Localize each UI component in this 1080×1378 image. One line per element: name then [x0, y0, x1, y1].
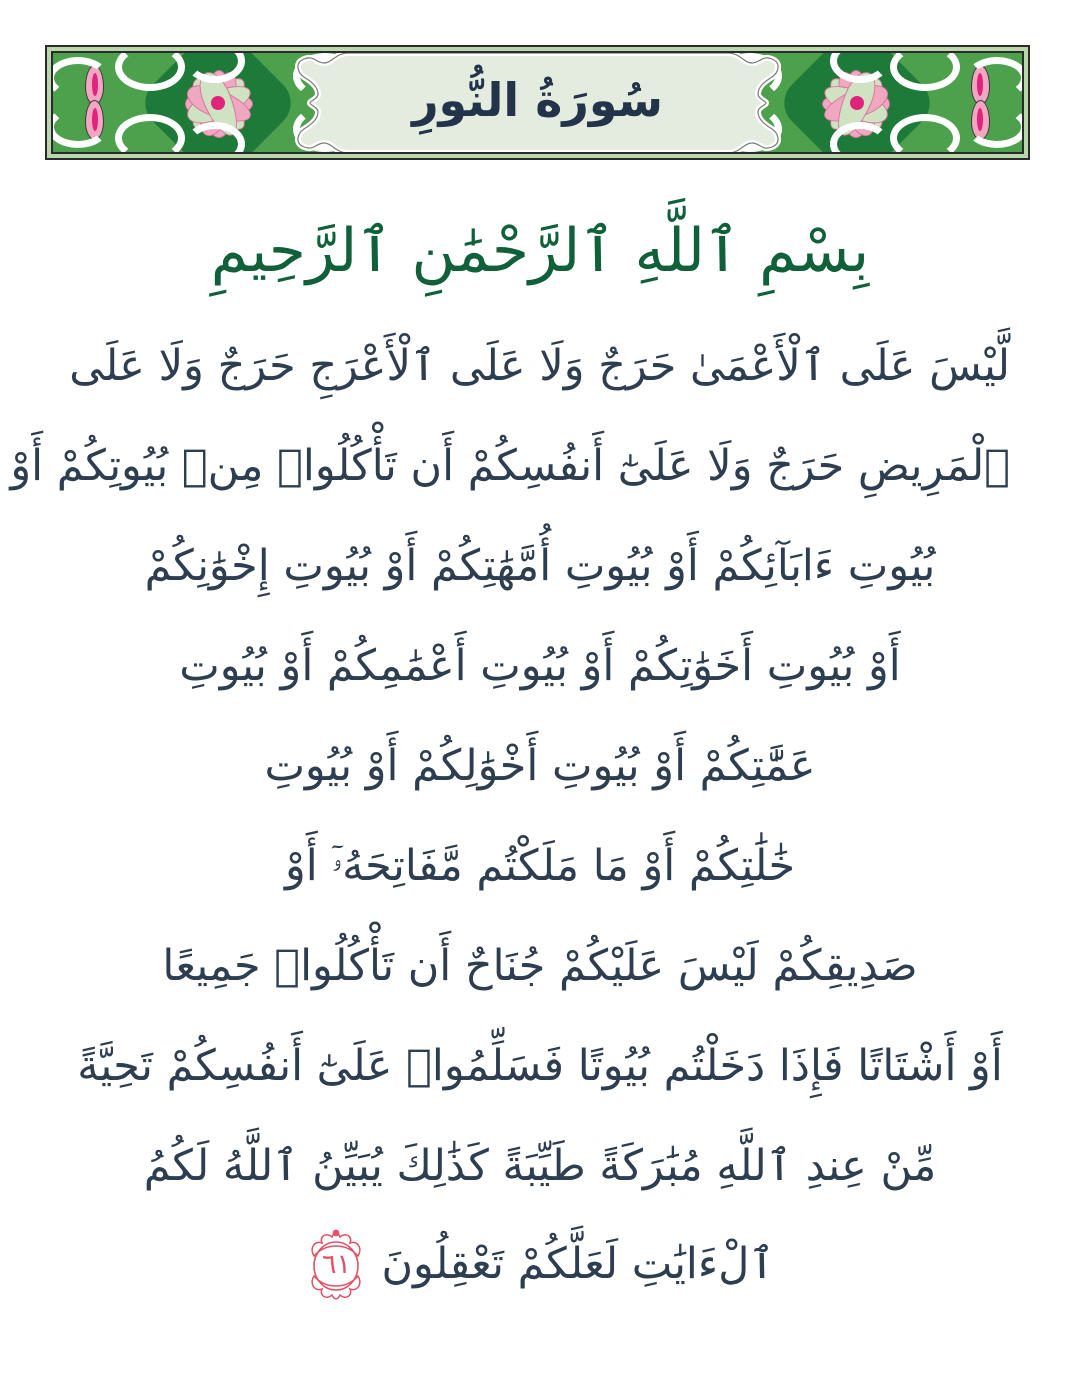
vine-scroll-icon	[890, 114, 960, 152]
ayah-line: ٱلْمَرِيضِ حَرَجٌ وَلَا عَلَىٰٓ أَنفُسِكُمْ أَن تَأْكُلُوا۟ مِنۢ بُيُوتِكُمْ أَوْ	[10, 441, 1010, 491]
ayah-line: بُيُوتِ ءَابَآئِكُمْ أَوْ بُيُوتِ أُمَّهَٰتِكُمْ أَوْ بُيُوتِ إِخْوَٰنِكُمْ	[144, 541, 936, 591]
vine-scroll-icon	[966, 106, 1022, 148]
ayah-line: لَّيْسَ عَلَى ٱلْأَعْمَىٰ حَرَجٌ وَلَا عَلَى ٱلْأَعْرَجِ حَرَجٌ وَلَا عَلَى	[69, 341, 1010, 391]
ayah-line: صَدِيقِكُمْ لَيْسَ عَلَيْكُمْ جُنَاحٌ أَن تَأْكُلُوا۟ جَمِيعًا	[162, 941, 918, 991]
ayah-line: أَوْ بُيُوتِ أَخَوَٰتِكُمْ أَوْ بُيُوتِ أَعْمَٰمِكُمْ أَوْ بُيُوتِ	[179, 641, 901, 691]
ayah-text-block	[10, 316, 1010, 1312]
basmala: بِسْمِ ٱللَّهِ ٱلرَّحْمَٰنِ ٱلرَّحِيمِ	[210, 216, 870, 286]
surah-header-banner-inner	[51, 51, 1024, 154]
ayah-line: عَمَّٰتِكُمْ أَوْ بُيُوتِ أَخْوَٰلِكُمْ أَوْ بُيُوتِ	[264, 741, 816, 791]
ayah-line: مِّنْ عِندِ ٱللَّهِ مُبَٰرَكَةً طَيِّبَةً كَذَٰلِكَ يُبَيِّنُ ٱللَّهُ لَكُمُ	[143, 1141, 937, 1191]
vine-scroll-icon	[966, 57, 1022, 99]
ayah-line-final	[70, 1216, 1010, 1312]
surah-title: سُورَةُ النُّورِ	[412, 72, 663, 127]
verse-number-marker	[305, 1226, 367, 1302]
verse-number: ٦١	[321, 1248, 351, 1280]
surah-title-cartouche	[288, 51, 788, 154]
surah-header-banner	[45, 45, 1030, 160]
ayah-line-text: ٱلْءَايَٰتِ لَعَلَّكُمْ تَعْقِلُونَ	[381, 1239, 775, 1289]
vine-scroll-icon	[53, 106, 109, 148]
ayah-line: أَوْ أَشْتَاتًا فَإِذَا دَخَلْتُم بُيُوتًا فَسَلِّمُوا۟ عَلَىٰٓ أَنفُسِكُمْ تَحِيَّةً	[77, 1041, 1003, 1091]
ayah-line: خَٰلَٰتِكُمْ أَوْ مَا مَلَكْتُم مَّفَاتِحَهُۥٓ أَوْ	[284, 841, 796, 891]
